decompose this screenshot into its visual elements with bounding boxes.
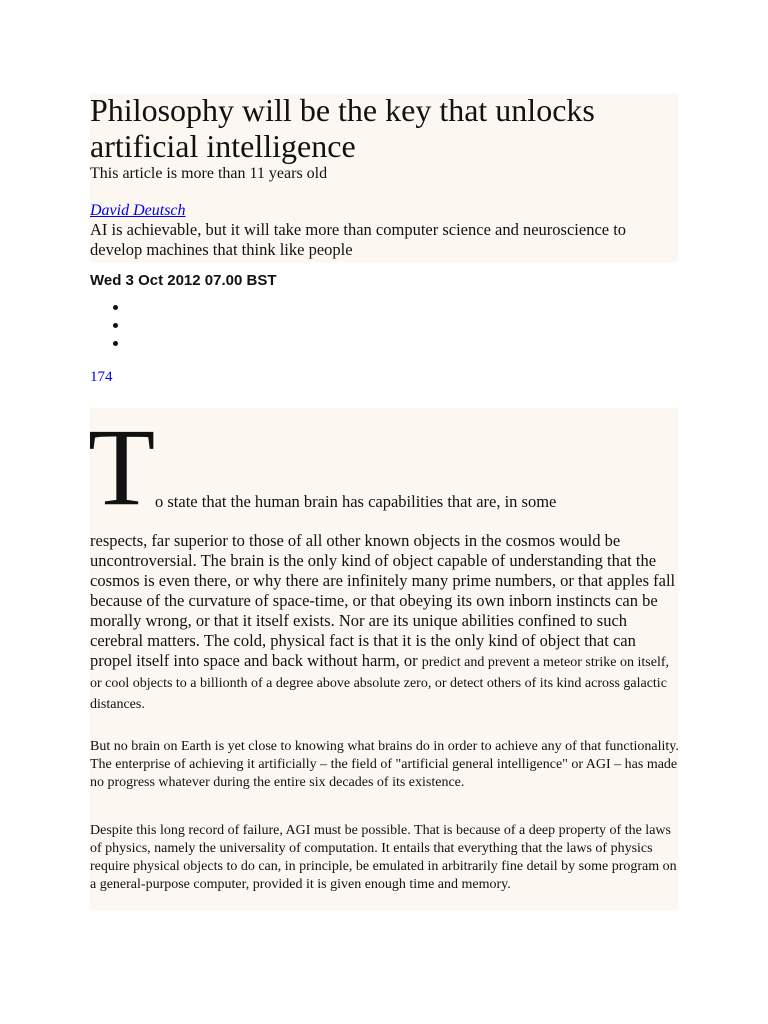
article-first-line: o state that the human brain has capabilities that are, in some [155, 492, 557, 511]
bullet-icon [113, 323, 118, 328]
drop-cap: T [88, 406, 156, 528]
comment-count-link[interactable]: 174 [90, 369, 113, 385]
article-paragraph-3: Despite this long record of failure, AGI must be possible. That is because of a deep property of the laws of physics, namely the universality of computation. It entails that everything that the laws of physics require physical objects to do can, in principle, be emulated in arbitrarily fine detail by some program on a general-purpose computer, provided it is given enough time and memory. [90, 823, 677, 892]
share-item[interactable] [90, 298, 130, 316]
article-dateline: Wed 3 Oct 2012 07.00 BST [90, 272, 277, 289]
author-link[interactable]: David Deutsch [90, 202, 186, 219]
article-paragraph-1 [90, 531, 682, 714]
bullet-icon [113, 341, 118, 346]
bullet-icon [113, 305, 118, 310]
share-list [90, 298, 130, 352]
share-item[interactable] [90, 334, 130, 352]
article-standfirst: AI is achievable, but it will take more than computer science and neuroscience to develop machines that think like people [90, 220, 627, 259]
share-item[interactable] [90, 316, 130, 334]
paragraph-1-small-text: predict and prevent a meteor strike on itself, or cool objects to a billionth of a degree above absolute zero, or detect others of its kind across galactic distances. [90, 655, 669, 712]
article-paragraph-2: But no brain on Earth is yet close to knowing what brains do in order to achieve any of that functionality. The enterprise of achieving it artificially – the field of "artificial general intelligence" or AGI – has made no progress whatever during the entire six decades of its existence. [90, 739, 679, 790]
article-headline: Philosophy will be the key that unlocks artificial intelligence [90, 92, 595, 164]
article-age-note: This article is more than 11 years old [90, 165, 328, 182]
paragraph-1-text: respects, far superior to those of all other known objects in the cosmos would be uncontroversial. The brain is the only kind of object capable of understanding that the cosmos is even there, or why there are infinitely many prime numbers, or that apples fall because of the curvature of space-time, or that obeying its own inborn instincts can be morally wrong, or that it itself exists. Nor are its unique abilities confined to such cerebral matters. The cold, physical fact is that it is the only kind of object that can propel itself into space and back without harm, or [90, 531, 676, 670]
